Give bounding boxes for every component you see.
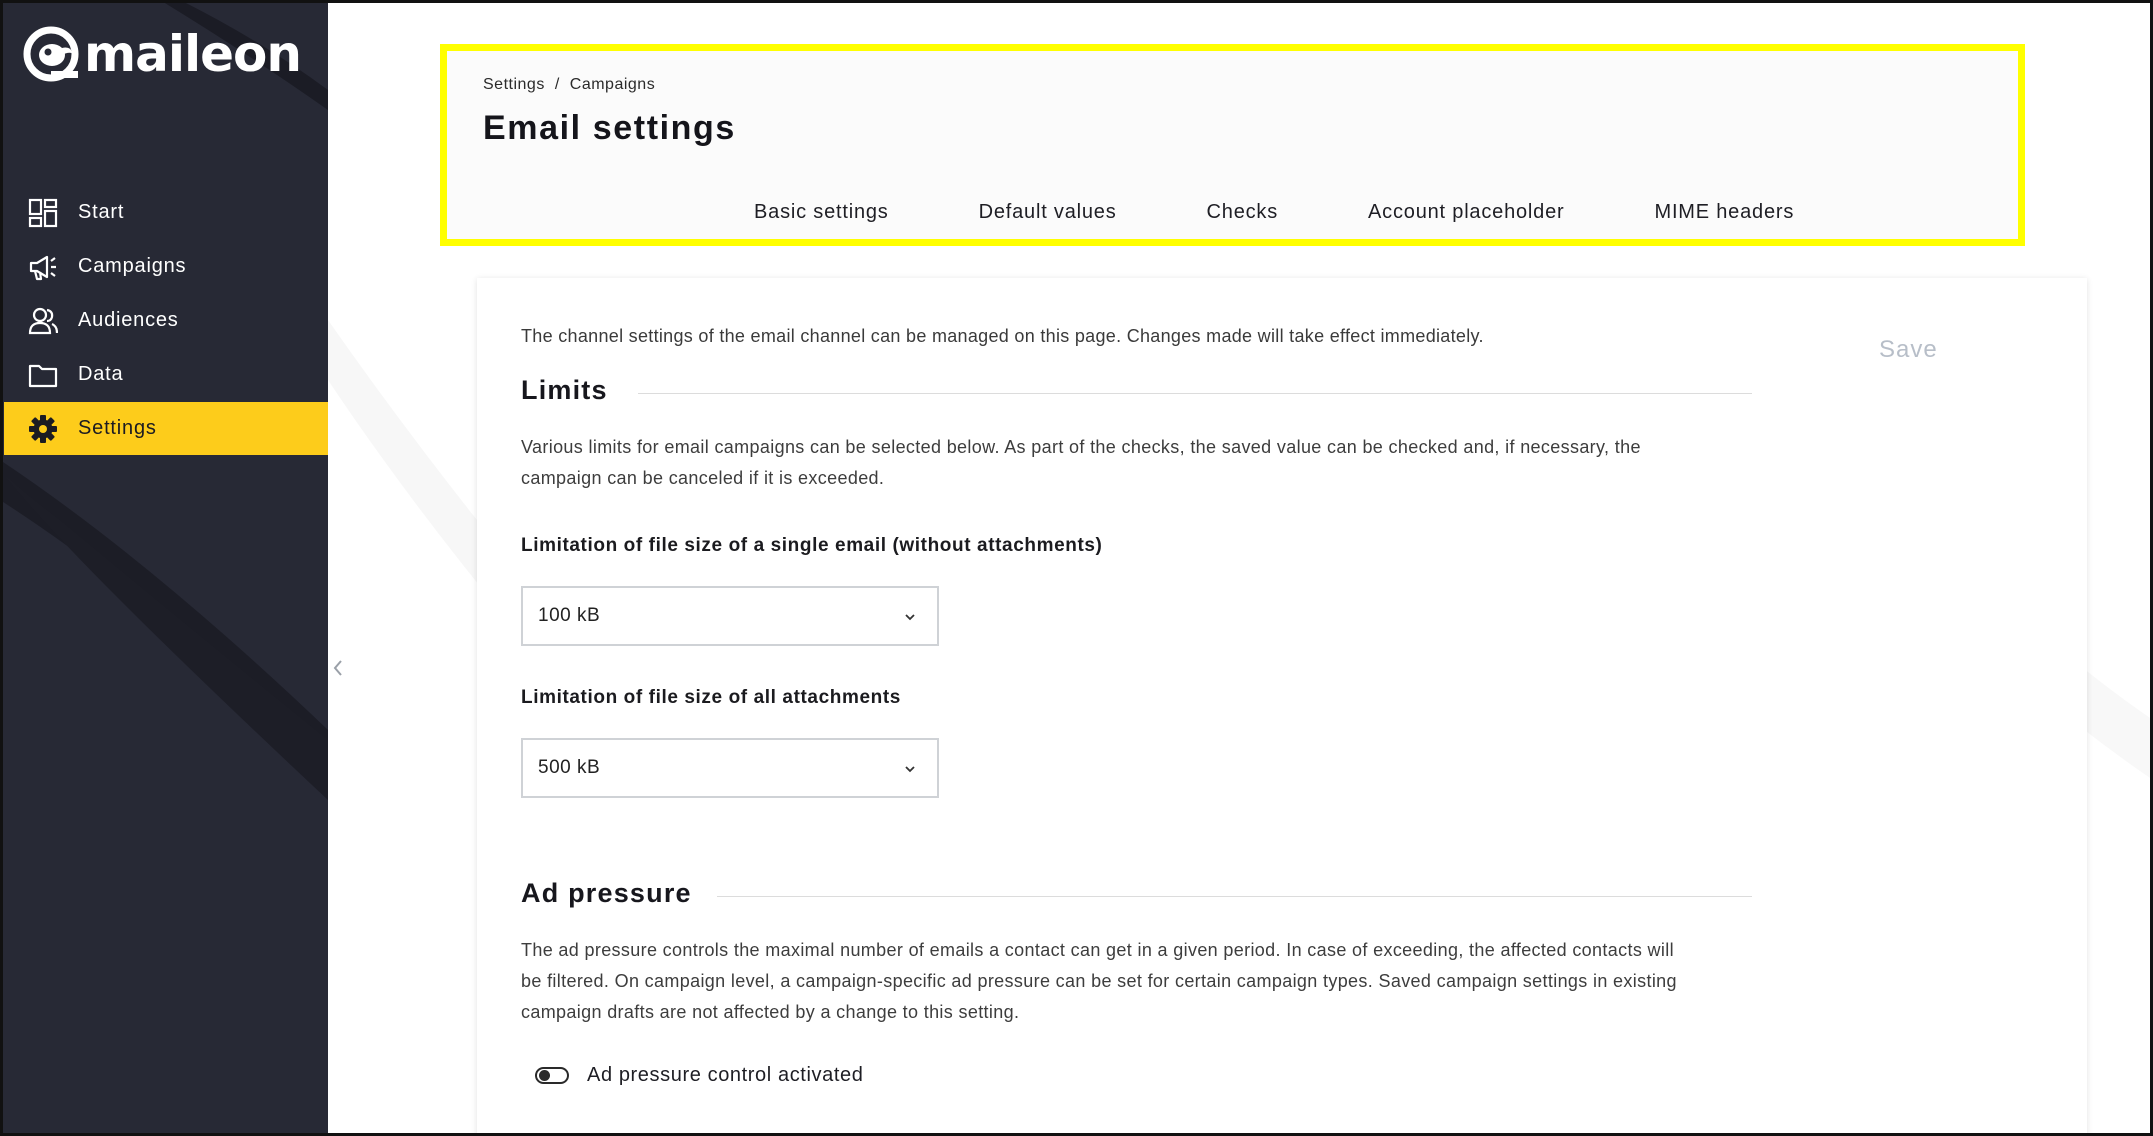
sidebar [0, 0, 328, 1136]
tab-default-values[interactable]: Default values [978, 201, 1117, 223]
chevron-down-icon [903, 610, 917, 624]
single-email-size-select[interactable] [521, 586, 939, 646]
toggle-knob [539, 1070, 550, 1081]
limits-description-line: campaign can be canceled if it is exceeded. [521, 468, 885, 488]
limits-description [521, 432, 1761, 494]
attachments-size-select[interactable] [521, 738, 939, 798]
sidebar-item-label: Start [78, 201, 125, 223]
attachments-size-label: Limitation of file size of all attachments [521, 687, 901, 708]
sidebar-item-data[interactable] [0, 348, 328, 401]
select-value: 100 kB [538, 605, 601, 626]
page-header [440, 44, 2025, 246]
settings-tabs [754, 201, 1794, 224]
sidebar-item-settings[interactable] [4, 402, 328, 455]
chevron-down-icon [903, 762, 917, 776]
sidebar-item-label: Campaigns [78, 255, 187, 277]
ad-pressure-toggle-row [535, 1064, 863, 1087]
single-email-size-label: Limitation of file size of a single email (without attachments) [521, 535, 1103, 556]
ad-pressure-description [521, 935, 1761, 1028]
logo-text: maileon [84, 25, 301, 83]
tab-account-placeholder[interactable]: Account placeholder [1368, 201, 1565, 223]
settings-card [477, 278, 2087, 1136]
breadcrumb-separator: / [554, 76, 560, 93]
sidebar-item-label: Audiences [78, 309, 179, 331]
intro-text: The channel settings of the email channel can be managed on this page. Changes made will take effect immediately. [521, 326, 1484, 346]
collapse-sidebar-button[interactable] [330, 655, 346, 681]
sidebar-item-start[interactable] [0, 186, 328, 239]
dashboard-icon [27, 197, 59, 229]
ad-pressure-description-line: be filtered. On campaign level, a campaign-specific ad pressure can be set for certain campaign types. Saved campaign settings in existing [521, 971, 1677, 991]
sidebar-background-decoration [0, 0, 328, 1136]
sidebar-item-audiences[interactable] [0, 294, 328, 347]
ad-pressure-section-title: Ad pressure [521, 878, 692, 908]
sidebar-nav [0, 186, 328, 456]
gear-icon [27, 413, 59, 445]
save-button[interactable]: Save [1879, 336, 1938, 363]
ad-pressure-description-line: The ad pressure controls the maximal number of emails a contact can get in a given period. In case of exceeding, the affected contacts will [521, 940, 1674, 960]
sidebar-item-label: Settings [78, 417, 157, 439]
ad-pressure-toggle[interactable] [535, 1067, 569, 1084]
folder-icon [27, 359, 59, 391]
breadcrumb-settings[interactable]: Settings [483, 76, 545, 93]
tab-basic-settings[interactable]: Basic settings [754, 201, 889, 223]
limits-section-title: Limits [521, 375, 608, 405]
logo-mark-icon [22, 26, 80, 82]
megaphone-icon [27, 251, 59, 283]
sidebar-item-label: Data [78, 363, 124, 385]
select-value: 500 kB [538, 757, 601, 778]
page-title: Email settings [483, 109, 736, 147]
chevron-left-icon [332, 658, 344, 678]
users-icon [27, 305, 59, 337]
ad-pressure-divider [717, 896, 1752, 897]
limits-description-line: Various limits for email campaigns can be selected below. As part of the checks, the saved value can be checked and, if necessary, the [521, 437, 1641, 457]
breadcrumb-campaigns[interactable]: Campaigns [569, 76, 656, 93]
tab-checks[interactable]: Checks [1206, 201, 1279, 223]
ad-pressure-toggle-label: Ad pressure control activated [587, 1064, 864, 1086]
tab-mime-headers[interactable]: MIME headers [1654, 201, 1795, 223]
breadcrumb [483, 76, 655, 94]
ad-pressure-description-line: campaign drafts are not affected by a change to this setting. [521, 1002, 1020, 1022]
limits-divider [638, 393, 1752, 394]
maileon-logo[interactable] [22, 26, 301, 82]
main-content [328, 0, 2153, 1136]
sidebar-item-campaigns[interactable] [0, 240, 328, 293]
